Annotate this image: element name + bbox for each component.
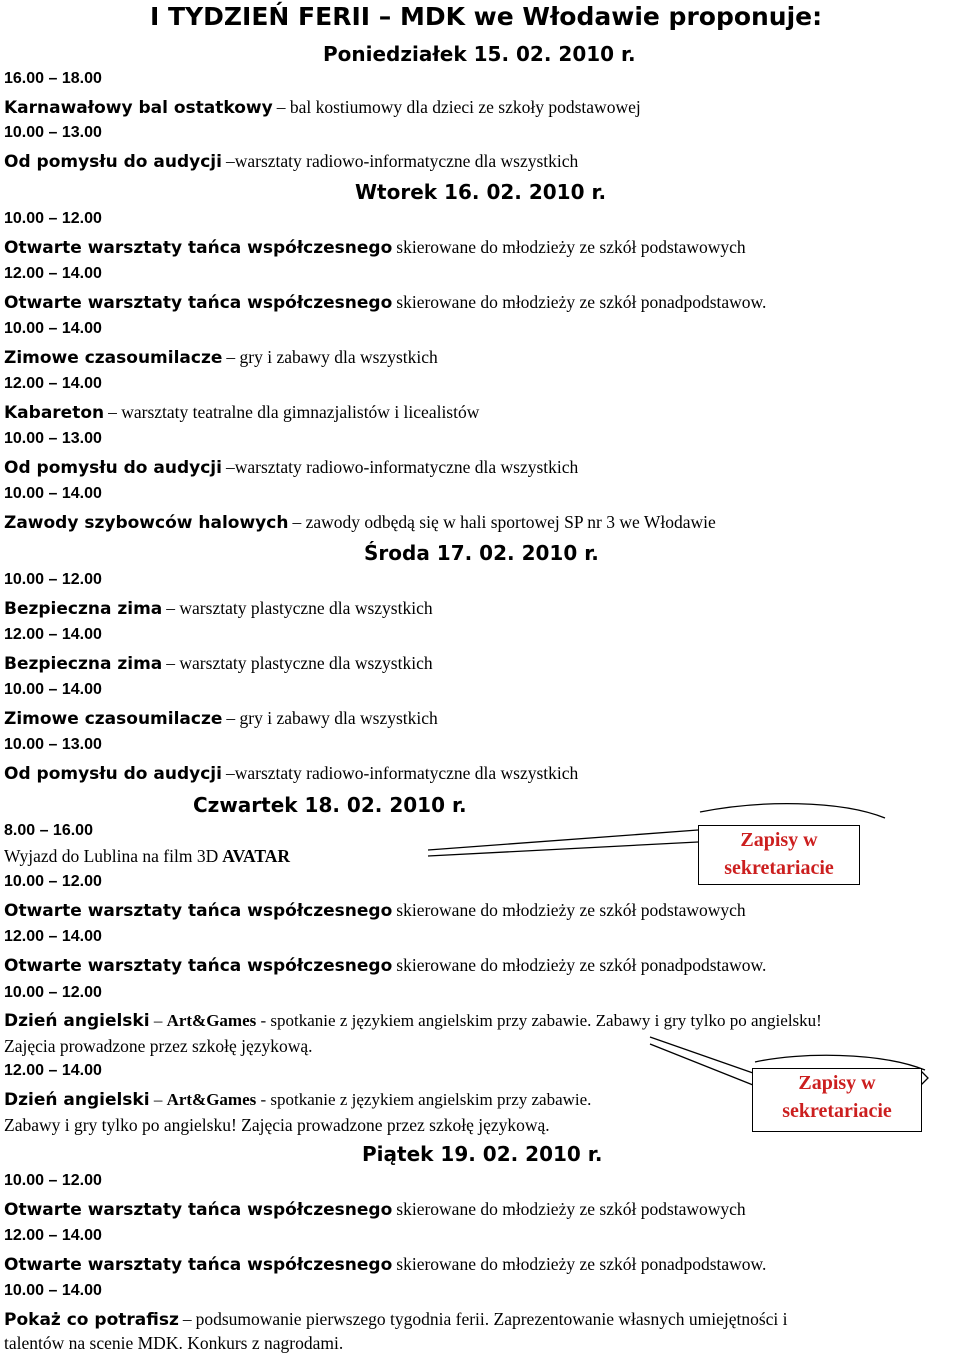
event-time: 10.00 – 12.00 [4, 571, 102, 588]
event-title: Bezpieczna zima [4, 654, 163, 674]
event-time: 16.00 – 18.00 [4, 70, 102, 87]
event-description: – gry i zabawy dla wszystkich [226, 708, 438, 728]
callout-signup-note [698, 825, 860, 885]
event-description: skierowane do młodzieży ze szkół ponadpodstawow. [396, 1254, 767, 1274]
event-dash: – [153, 1011, 163, 1030]
event-title: Otwarte warsztaty tańca współczesnego [4, 238, 393, 258]
event-time: 10.00 – 12.00 [4, 210, 102, 227]
event-row [4, 1309, 788, 1330]
event-row [4, 1090, 591, 1110]
event-dash: – [153, 1090, 163, 1109]
event-row [4, 900, 746, 921]
event-time: 10.00 – 12.00 [4, 984, 102, 1001]
event-brand: Art&Games [166, 1011, 257, 1030]
event-title: Otwarte warsztaty tańca współczesnego [4, 293, 393, 313]
day-heading-wednesday: Środa 17. 02. 2010 r. [364, 541, 599, 565]
event-description: podsumowanie pierwszego tygodnia ferii. Zaprezentowanie własnych umiejętności i [195, 1309, 788, 1329]
event-description: – warsztaty plastyczne dla wszystkich [166, 653, 433, 673]
event-row [4, 1254, 766, 1275]
event-time: 10.00 – 14.00 [4, 320, 102, 337]
event-time: 12.00 – 14.00 [4, 626, 102, 643]
callout-line: sekretariacie [724, 857, 834, 879]
event-title: Otwarte warsztaty tańca współczesnego [4, 1200, 393, 1220]
event-description: –warsztaty radiowo-informatyczne dla wszystkich [225, 763, 579, 783]
event-brand: Art&Games [166, 1090, 257, 1109]
page-title: I TYDZIEŃ FERII – MDK we Włodawie proponuje: [150, 2, 823, 31]
event-time: 12.00 – 14.00 [4, 265, 102, 282]
event-time: 10.00 – 14.00 [4, 1282, 102, 1299]
event-row [4, 151, 578, 172]
event-row [4, 97, 641, 118]
event-title: Zawody szybowców halowych [4, 513, 289, 533]
day-heading-friday: Piątek 19. 02. 2010 r. [362, 1142, 603, 1166]
event-title: Kabareton [4, 403, 105, 423]
day-heading-thursday: Czwartek 18. 02. 2010 r. [193, 793, 467, 817]
event-time: 12.00 – 14.00 [4, 1227, 102, 1244]
event-description-continued: Zajęcia prowadzone przez szkołę językową. [4, 1036, 313, 1056]
event-title: Zimowe czasoumilacze [4, 709, 223, 729]
event-description: – warsztaty teatralne dla gimnazjalistów i licealistów [108, 402, 480, 422]
event-description-continued: talentów na scenie MDK. Konkurs z nagrodami. [4, 1333, 344, 1353]
event-time: 10.00 – 12.00 [4, 1172, 102, 1189]
event-row [4, 1011, 822, 1031]
event-title: Dzień angielski [4, 1011, 150, 1031]
event-description: –warsztaty radiowo-informatyczne dla wszystkich [225, 457, 579, 477]
event-description: skierowane do młodzieży ze szkół podstawowych [396, 1199, 746, 1219]
event-title: Otwarte warsztaty tańca współczesnego [4, 901, 393, 921]
event-time: 12.00 – 14.00 [4, 375, 102, 392]
event-time: 12.00 – 14.00 [4, 928, 102, 945]
event-description: – zawody odbędą się w hali sportowej SP nr 3 we Włodawie [292, 512, 716, 532]
event-row [4, 402, 479, 423]
event-time: 12.00 – 14.00 [4, 1062, 102, 1079]
event-dash: – [182, 1309, 192, 1329]
day-heading-tuesday: Wtorek 16. 02. 2010 r. [355, 180, 607, 204]
event-title: Pokaż co potrafisz [4, 1310, 179, 1330]
event-time: 10.00 – 13.00 [4, 736, 102, 753]
event-row [4, 237, 746, 258]
event-row [4, 708, 438, 729]
event-row [4, 457, 578, 478]
event-description: - spotkanie z językiem angielskim przy zabawie. [260, 1090, 592, 1109]
event-time: 10.00 – 13.00 [4, 430, 102, 447]
event-row [4, 955, 766, 976]
event-description: skierowane do młodzieży ze szkół podstawowych [396, 900, 746, 920]
event-row [4, 653, 433, 674]
event-description: –warsztaty radiowo-informatyczne dla wszystkich [225, 151, 579, 171]
callout-line: Zapisy w [798, 1072, 876, 1094]
event-title: Bezpieczna zima [4, 599, 163, 619]
event-title: Dzień angielski [4, 1090, 150, 1110]
event-time: 10.00 – 14.00 [4, 681, 102, 698]
event-title: Zimowe czasoumilacze [4, 348, 223, 368]
event-description: – warsztaty plastyczne dla wszystkich [166, 598, 433, 618]
event-time: 8.00 – 16.00 [4, 822, 93, 839]
event-title: Od pomysłu do audycji [4, 152, 222, 172]
event-row [4, 598, 433, 619]
event-description: Wyjazd do Lublina na film 3D [4, 846, 219, 866]
event-title: Od pomysłu do audycji [4, 458, 222, 478]
callout-line: sekretariacie [782, 1100, 892, 1122]
event-description: skierowane do młodzieży ze szkół podstawowych [396, 237, 746, 257]
event-row [4, 292, 766, 313]
event-description: skierowane do młodzieży ze szkół ponadpodstawow. [396, 292, 767, 312]
event-time: 10.00 – 13.00 [4, 124, 102, 141]
callout-signup-note [752, 1068, 922, 1132]
event-row [4, 1199, 746, 1220]
event-time: 10.00 – 14.00 [4, 485, 102, 502]
event-description: skierowane do młodzieży ze szkół ponadpodstawow. [396, 955, 767, 975]
callout-line: Zapisy w [740, 829, 818, 851]
event-description: – bal kostiumowy dla dzieci ze szkoły podstawowej [276, 97, 641, 117]
event-description: – gry i zabawy dla wszystkich [226, 347, 438, 367]
event-description: - spotkanie z językiem angielskim przy zabawie. Zabawy i gry tylko po angielsku! [260, 1011, 822, 1030]
event-row [4, 512, 716, 533]
event-row [4, 846, 290, 867]
day-heading-monday: Poniedziałek 15. 02. 2010 r. [323, 42, 636, 66]
event-title: Otwarte warsztaty tańca współczesnego [4, 956, 393, 976]
film-title: AVATAR [222, 846, 291, 866]
event-row [4, 763, 578, 784]
event-title: Karnawałowy bal ostatkowy [4, 98, 273, 118]
event-time: 10.00 – 12.00 [4, 873, 102, 890]
event-description-continued: Zabawy i gry tylko po angielsku! Zajęcia prowadzone przez szkołę językową. [4, 1115, 550, 1135]
event-title: Otwarte warsztaty tańca współczesnego [4, 1255, 393, 1275]
event-title: Od pomysłu do audycji [4, 764, 222, 784]
event-row [4, 347, 438, 368]
